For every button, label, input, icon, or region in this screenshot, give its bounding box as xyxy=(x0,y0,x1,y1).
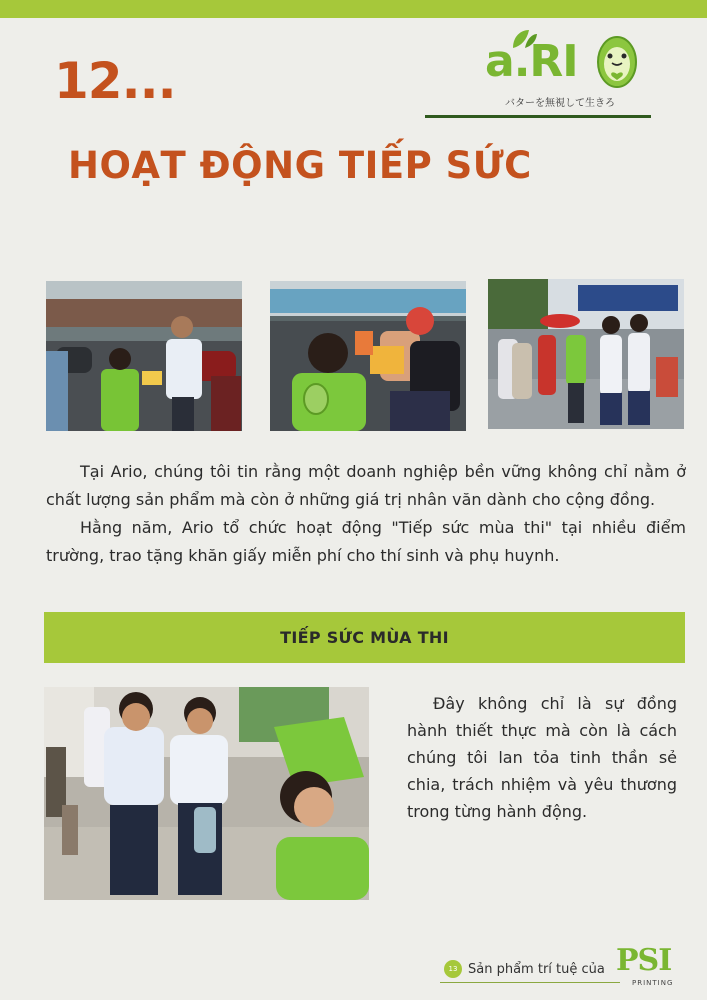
intro-paragraph-1: Tại Ario, chúng tôi tin rằng một doanh nghiệp bền vững không chỉ nằm ở chất lượng sản phẩm mà còn ở những giá trị nhân văn dành cho cộng đồng. xyxy=(46,462,686,509)
ario-logo xyxy=(425,28,653,120)
footer-underline xyxy=(440,982,620,983)
photo-roadside-handout xyxy=(46,281,242,431)
logo-tagline: バターを無視して生きろ xyxy=(505,98,615,109)
intro-text xyxy=(46,458,686,570)
section-banner-title: TIẾP SỨC MÙA THI xyxy=(280,628,449,647)
photo-school-gate-handout xyxy=(488,279,684,429)
top-accent-bar xyxy=(0,0,707,18)
avocado-mascot-icon xyxy=(595,30,639,90)
photo-students-water xyxy=(44,687,369,900)
logo-wordmark: a.RI xyxy=(485,36,578,87)
page-heading: HOẠT ĐỘNG TIẾP SỨC xyxy=(68,144,532,187)
psi-wordmark: PSI xyxy=(616,943,672,978)
psi-logo xyxy=(616,943,680,990)
side-text: Đây không chỉ là sự đồng hành thiết thực mà còn là cách chúng tôi lan tỏa tinh thần sẻ chia, trách nhiệm và yêu thương trong từng hành động. xyxy=(407,694,677,821)
page-number: 12... xyxy=(54,52,176,110)
psi-subtitle: PRINTING xyxy=(632,979,674,987)
intro-paragraph-2: Hằng năm, Ario tổ chức hoạt động "Tiếp sức mùa thi" tại nhiều điểm trường, trao tặng khăn giấy miễn phí cho thí sinh và phụ huynh. xyxy=(46,518,686,565)
logo-underline xyxy=(425,115,651,118)
footer-text: Sản phẩm trí tuệ của xyxy=(468,962,605,977)
photo-motorbike-handout xyxy=(270,281,466,431)
section-banner xyxy=(44,612,685,663)
footer-page-badge: 13 xyxy=(444,960,462,978)
